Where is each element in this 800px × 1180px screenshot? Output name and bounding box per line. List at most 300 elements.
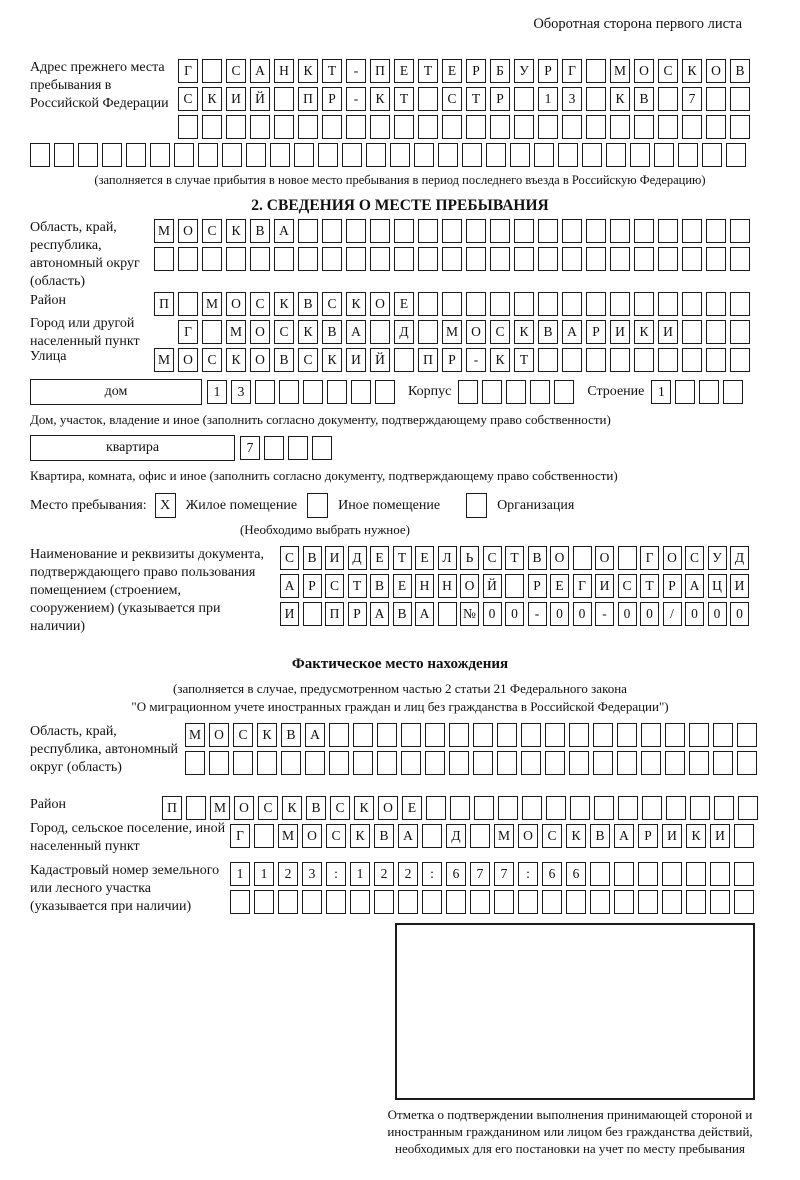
char-cell[interactable]: Е <box>393 574 412 598</box>
char-cell[interactable] <box>255 380 275 404</box>
char-cell[interactable] <box>426 796 446 820</box>
char-cell[interactable] <box>246 143 266 167</box>
char-cell[interactable] <box>590 890 610 914</box>
char-cell[interactable]: А <box>274 219 294 243</box>
char-cell[interactable]: О <box>178 219 198 243</box>
char-cell[interactable] <box>126 143 146 167</box>
char-cell[interactable] <box>738 796 758 820</box>
char-cell[interactable] <box>618 796 638 820</box>
char-cell[interactable] <box>545 751 565 775</box>
char-cell[interactable]: Т <box>466 87 486 111</box>
char-cell[interactable] <box>538 247 558 271</box>
char-cell[interactable]: В <box>298 292 318 316</box>
char-cell[interactable] <box>102 143 122 167</box>
char-cell[interactable] <box>230 890 250 914</box>
char-cell[interactable]: О <box>595 546 614 570</box>
char-cell[interactable] <box>706 219 726 243</box>
char-cell[interactable] <box>566 890 586 914</box>
char-cell[interactable] <box>590 862 610 886</box>
char-cell[interactable]: Р <box>586 320 606 344</box>
char-cell[interactable] <box>329 723 349 747</box>
char-cell[interactable] <box>498 796 518 820</box>
char-cell[interactable]: Р <box>348 602 367 626</box>
char-cell[interactable] <box>202 59 222 83</box>
char-cell[interactable] <box>730 87 750 111</box>
char-cell[interactable] <box>394 219 414 243</box>
char-cell[interactable]: К <box>257 723 277 747</box>
char-cell[interactable]: 0 <box>505 602 524 626</box>
char-cell[interactable] <box>327 380 347 404</box>
char-cell[interactable]: Р <box>303 574 322 598</box>
char-cell[interactable] <box>582 143 602 167</box>
char-cell[interactable] <box>641 723 661 747</box>
char-cell[interactable]: К <box>322 348 342 372</box>
char-cell[interactable] <box>466 292 486 316</box>
char-cell[interactable]: Б <box>490 59 510 83</box>
char-cell[interactable] <box>346 219 366 243</box>
char-cell[interactable]: Л <box>438 546 457 570</box>
char-cell[interactable] <box>398 890 418 914</box>
char-cell[interactable] <box>346 115 366 139</box>
char-cell[interactable]: Е <box>394 292 414 316</box>
char-cell[interactable] <box>665 723 685 747</box>
char-cell[interactable] <box>610 247 630 271</box>
char-cell[interactable] <box>658 87 678 111</box>
char-cell[interactable] <box>418 219 438 243</box>
char-cell[interactable]: П <box>418 348 438 372</box>
char-cell[interactable]: Е <box>394 59 414 83</box>
char-cell[interactable]: С <box>326 824 346 848</box>
char-cell[interactable]: 3 <box>302 862 322 886</box>
char-cell[interactable]: С <box>250 292 270 316</box>
char-cell[interactable]: 7 <box>494 862 514 886</box>
char-cell[interactable]: К <box>610 87 630 111</box>
char-cell[interactable] <box>298 247 318 271</box>
char-cell[interactable]: Е <box>370 546 389 570</box>
char-cell[interactable] <box>682 292 702 316</box>
char-cell[interactable] <box>270 143 290 167</box>
char-cell[interactable] <box>274 115 294 139</box>
char-cell[interactable] <box>202 247 222 271</box>
char-cell[interactable] <box>318 143 338 167</box>
char-cell[interactable] <box>473 751 493 775</box>
char-cell[interactable] <box>586 348 606 372</box>
char-cell[interactable]: - <box>346 87 366 111</box>
char-cell[interactable] <box>150 143 170 167</box>
char-cell[interactable] <box>658 219 678 243</box>
char-cell[interactable]: А <box>415 602 434 626</box>
char-cell[interactable]: : <box>422 862 442 886</box>
char-cell[interactable] <box>233 751 253 775</box>
char-cell[interactable] <box>458 380 478 404</box>
char-cell[interactable]: Г <box>230 824 250 848</box>
char-cell[interactable] <box>202 320 222 344</box>
char-cell[interactable]: К <box>226 348 246 372</box>
char-cell[interactable] <box>342 143 362 167</box>
char-cell[interactable] <box>390 143 410 167</box>
char-cell[interactable] <box>198 143 218 167</box>
char-cell[interactable] <box>521 723 541 747</box>
char-cell[interactable] <box>438 602 457 626</box>
char-cell[interactable]: Р <box>490 87 510 111</box>
char-cell[interactable]: О <box>460 574 479 598</box>
char-cell[interactable] <box>294 143 314 167</box>
char-cell[interactable]: Р <box>528 574 547 598</box>
char-cell[interactable] <box>353 751 373 775</box>
char-cell[interactable]: К <box>202 87 222 111</box>
char-cell[interactable] <box>494 890 514 914</box>
char-cell[interactable]: Г <box>178 59 198 83</box>
char-cell[interactable] <box>569 751 589 775</box>
char-cell[interactable] <box>370 219 390 243</box>
checkbox-other-premises[interactable] <box>307 493 328 518</box>
char-cell[interactable] <box>514 219 534 243</box>
char-cell[interactable] <box>209 751 229 775</box>
char-cell[interactable] <box>706 115 726 139</box>
char-cell[interactable]: О <box>663 546 682 570</box>
char-cell[interactable] <box>329 751 349 775</box>
char-cell[interactable] <box>506 380 526 404</box>
char-cell[interactable] <box>606 143 626 167</box>
char-cell[interactable] <box>562 219 582 243</box>
char-cell[interactable] <box>226 115 246 139</box>
char-cell[interactable] <box>514 115 534 139</box>
char-cell[interactable]: И <box>710 824 730 848</box>
char-cell[interactable] <box>497 751 517 775</box>
char-cell[interactable]: С <box>178 87 198 111</box>
char-cell[interactable]: А <box>250 59 270 83</box>
char-cell[interactable]: М <box>210 796 230 820</box>
char-cell[interactable]: У <box>708 546 727 570</box>
char-cell[interactable] <box>514 292 534 316</box>
char-cell[interactable]: Т <box>640 574 659 598</box>
char-cell[interactable]: 6 <box>566 862 586 886</box>
char-cell[interactable] <box>394 348 414 372</box>
char-cell[interactable] <box>370 247 390 271</box>
char-cell[interactable]: Е <box>402 796 422 820</box>
char-cell[interactable] <box>346 247 366 271</box>
char-cell[interactable] <box>586 115 606 139</box>
char-cell[interactable] <box>710 890 730 914</box>
char-cell[interactable]: О <box>378 796 398 820</box>
char-cell[interactable] <box>518 890 538 914</box>
char-cell[interactable]: О <box>234 796 254 820</box>
char-cell[interactable]: С <box>685 546 704 570</box>
char-cell[interactable]: 7 <box>682 87 702 111</box>
char-cell[interactable] <box>610 348 630 372</box>
char-cell[interactable]: 3 <box>231 380 251 404</box>
char-cell[interactable]: 0 <box>483 602 502 626</box>
char-cell[interactable] <box>586 247 606 271</box>
char-cell[interactable] <box>638 890 658 914</box>
char-cell[interactable]: Р <box>466 59 486 83</box>
char-cell[interactable]: С <box>330 796 350 820</box>
char-cell[interactable] <box>734 824 754 848</box>
char-cell[interactable]: 0 <box>685 602 704 626</box>
char-cell[interactable] <box>530 380 550 404</box>
char-cell[interactable] <box>473 723 493 747</box>
char-cell[interactable] <box>594 796 614 820</box>
char-cell[interactable] <box>726 143 746 167</box>
char-cell[interactable]: № <box>460 602 479 626</box>
char-cell[interactable]: С <box>226 59 246 83</box>
char-cell[interactable] <box>682 247 702 271</box>
char-cell[interactable] <box>538 348 558 372</box>
char-cell[interactable]: 0 <box>708 602 727 626</box>
char-cell[interactable] <box>514 87 534 111</box>
char-cell[interactable]: В <box>374 824 394 848</box>
char-cell[interactable]: : <box>326 862 346 886</box>
char-cell[interactable] <box>630 143 650 167</box>
char-cell[interactable]: 1 <box>651 380 671 404</box>
char-cell[interactable]: П <box>162 796 182 820</box>
char-cell[interactable] <box>546 796 566 820</box>
char-cell[interactable]: 1 <box>230 862 250 886</box>
char-cell[interactable]: В <box>730 59 750 83</box>
char-cell[interactable] <box>706 87 726 111</box>
char-cell[interactable] <box>438 143 458 167</box>
char-cell[interactable]: Е <box>442 59 462 83</box>
char-cell[interactable]: 1 <box>350 862 370 886</box>
char-cell[interactable]: И <box>595 574 614 598</box>
char-cell[interactable]: Ц <box>708 574 727 598</box>
char-cell[interactable]: Ь <box>460 546 479 570</box>
char-cell[interactable]: Г <box>562 59 582 83</box>
char-cell[interactable]: И <box>658 320 678 344</box>
char-cell[interactable]: 7 <box>470 862 490 886</box>
char-cell[interactable] <box>490 115 510 139</box>
char-cell[interactable]: А <box>398 824 418 848</box>
char-cell[interactable] <box>702 143 722 167</box>
char-cell[interactable] <box>418 87 438 111</box>
char-cell[interactable] <box>305 751 325 775</box>
char-cell[interactable]: Р <box>442 348 462 372</box>
char-cell[interactable] <box>686 890 706 914</box>
char-cell[interactable]: Р <box>663 574 682 598</box>
char-cell[interactable] <box>374 890 394 914</box>
char-cell[interactable] <box>634 348 654 372</box>
char-cell[interactable] <box>351 380 371 404</box>
char-cell[interactable] <box>593 751 613 775</box>
char-cell[interactable]: К <box>370 87 390 111</box>
char-cell[interactable] <box>682 115 702 139</box>
char-cell[interactable]: Т <box>394 87 414 111</box>
char-cell[interactable] <box>662 862 682 886</box>
char-cell[interactable] <box>449 723 469 747</box>
char-cell[interactable] <box>558 143 578 167</box>
char-cell[interactable] <box>534 143 554 167</box>
char-cell[interactable] <box>634 247 654 271</box>
char-cell[interactable]: И <box>662 824 682 848</box>
char-cell[interactable]: П <box>325 602 344 626</box>
char-cell[interactable]: Р <box>538 59 558 83</box>
char-cell[interactable] <box>699 380 719 404</box>
char-cell[interactable] <box>418 292 438 316</box>
char-cell[interactable] <box>562 348 582 372</box>
char-cell[interactable] <box>54 143 74 167</box>
char-cell[interactable] <box>689 751 709 775</box>
char-cell[interactable] <box>658 348 678 372</box>
char-cell[interactable] <box>185 751 205 775</box>
char-cell[interactable]: А <box>280 574 299 598</box>
char-cell[interactable] <box>610 219 630 243</box>
char-cell[interactable] <box>730 247 750 271</box>
char-cell[interactable]: В <box>274 348 294 372</box>
char-cell[interactable]: С <box>542 824 562 848</box>
char-cell[interactable]: А <box>614 824 634 848</box>
char-cell[interactable] <box>658 115 678 139</box>
char-cell[interactable]: Г <box>573 574 592 598</box>
char-cell[interactable] <box>401 751 421 775</box>
char-cell[interactable]: - <box>346 59 366 83</box>
char-cell[interactable] <box>422 890 442 914</box>
char-cell[interactable]: К <box>298 59 318 83</box>
char-cell[interactable]: А <box>305 723 325 747</box>
char-cell[interactable] <box>377 751 397 775</box>
char-cell[interactable] <box>394 247 414 271</box>
char-cell[interactable] <box>634 115 654 139</box>
char-cell[interactable] <box>737 723 757 747</box>
char-cell[interactable]: Й <box>483 574 502 598</box>
char-cell[interactable]: С <box>490 320 510 344</box>
char-cell[interactable] <box>730 320 750 344</box>
char-cell[interactable] <box>154 247 174 271</box>
char-cell[interactable] <box>425 751 445 775</box>
char-cell[interactable] <box>706 320 726 344</box>
char-cell[interactable]: : <box>518 862 538 886</box>
char-cell[interactable] <box>288 436 308 460</box>
char-cell[interactable]: - <box>466 348 486 372</box>
char-cell[interactable]: Д <box>446 824 466 848</box>
char-cell[interactable]: В <box>281 723 301 747</box>
checkbox-organization[interactable] <box>466 493 487 518</box>
char-cell[interactable]: С <box>202 348 222 372</box>
char-cell[interactable]: В <box>370 574 389 598</box>
char-cell[interactable] <box>490 219 510 243</box>
char-cell[interactable] <box>450 796 470 820</box>
char-cell[interactable]: Д <box>730 546 749 570</box>
char-cell[interactable]: Д <box>394 320 414 344</box>
char-cell[interactable] <box>366 143 386 167</box>
char-cell[interactable]: К <box>282 796 302 820</box>
char-cell[interactable] <box>303 380 323 404</box>
char-cell[interactable]: С <box>298 348 318 372</box>
char-cell[interactable] <box>302 890 322 914</box>
char-cell[interactable] <box>521 751 541 775</box>
char-cell[interactable] <box>418 115 438 139</box>
char-cell[interactable]: Т <box>418 59 438 83</box>
char-cell[interactable]: С <box>274 320 294 344</box>
char-cell[interactable] <box>658 247 678 271</box>
char-cell[interactable]: 2 <box>398 862 418 886</box>
char-cell[interactable] <box>281 751 301 775</box>
char-cell[interactable] <box>274 247 294 271</box>
char-cell[interactable] <box>442 247 462 271</box>
char-cell[interactable]: О <box>250 348 270 372</box>
char-cell[interactable]: Р <box>638 824 658 848</box>
char-cell[interactable]: М <box>154 219 174 243</box>
char-cell[interactable]: В <box>250 219 270 243</box>
char-cell[interactable]: О <box>226 292 246 316</box>
char-cell[interactable] <box>734 890 754 914</box>
char-cell[interactable]: М <box>226 320 246 344</box>
char-cell[interactable]: И <box>280 602 299 626</box>
char-cell[interactable]: И <box>346 348 366 372</box>
char-cell[interactable]: П <box>154 292 174 316</box>
char-cell[interactable]: М <box>154 348 174 372</box>
char-cell[interactable] <box>226 247 246 271</box>
checkbox-residential[interactable]: X <box>155 493 176 518</box>
char-cell[interactable]: К <box>346 292 366 316</box>
char-cell[interactable]: 1 <box>254 862 274 886</box>
char-cell[interactable] <box>370 115 390 139</box>
char-cell[interactable] <box>377 723 397 747</box>
char-cell[interactable] <box>675 380 695 404</box>
char-cell[interactable]: М <box>610 59 630 83</box>
char-cell[interactable] <box>730 348 750 372</box>
char-cell[interactable]: И <box>325 546 344 570</box>
char-cell[interactable] <box>542 890 562 914</box>
char-cell[interactable] <box>682 348 702 372</box>
char-cell[interactable] <box>706 292 726 316</box>
char-cell[interactable] <box>617 751 637 775</box>
char-cell[interactable] <box>734 862 754 886</box>
char-cell[interactable]: А <box>562 320 582 344</box>
char-cell[interactable] <box>641 751 661 775</box>
char-cell[interactable] <box>690 796 710 820</box>
char-cell[interactable]: С <box>233 723 253 747</box>
char-cell[interactable] <box>490 292 510 316</box>
char-cell[interactable]: П <box>370 59 390 83</box>
char-cell[interactable]: К <box>226 219 246 243</box>
char-cell[interactable] <box>303 602 322 626</box>
char-cell[interactable]: - <box>595 602 614 626</box>
char-cell[interactable] <box>570 796 590 820</box>
char-cell[interactable]: В <box>590 824 610 848</box>
char-cell[interactable] <box>370 320 390 344</box>
char-cell[interactable] <box>422 824 442 848</box>
char-cell[interactable] <box>666 796 686 820</box>
char-cell[interactable] <box>174 143 194 167</box>
char-cell[interactable] <box>418 320 438 344</box>
char-cell[interactable]: Д <box>348 546 367 570</box>
char-cell[interactable] <box>634 292 654 316</box>
char-cell[interactable] <box>689 723 709 747</box>
char-cell[interactable]: В <box>528 546 547 570</box>
char-cell[interactable]: 0 <box>640 602 659 626</box>
char-cell[interactable] <box>713 723 733 747</box>
char-cell[interactable] <box>462 143 482 167</box>
char-cell[interactable] <box>706 348 726 372</box>
char-cell[interactable]: К <box>298 320 318 344</box>
char-cell[interactable] <box>178 115 198 139</box>
char-cell[interactable] <box>322 115 342 139</box>
char-cell[interactable] <box>686 862 706 886</box>
char-cell[interactable] <box>586 87 606 111</box>
char-cell[interactable] <box>665 751 685 775</box>
char-cell[interactable]: И <box>226 87 246 111</box>
char-cell[interactable] <box>730 115 750 139</box>
char-cell[interactable] <box>614 890 634 914</box>
char-cell[interactable]: О <box>518 824 538 848</box>
char-cell[interactable] <box>714 796 734 820</box>
char-cell[interactable]: 6 <box>446 862 466 886</box>
char-cell[interactable]: О <box>370 292 390 316</box>
char-cell[interactable] <box>490 247 510 271</box>
char-cell[interactable] <box>514 247 534 271</box>
char-cell[interactable]: В <box>393 602 412 626</box>
char-cell[interactable] <box>486 143 506 167</box>
